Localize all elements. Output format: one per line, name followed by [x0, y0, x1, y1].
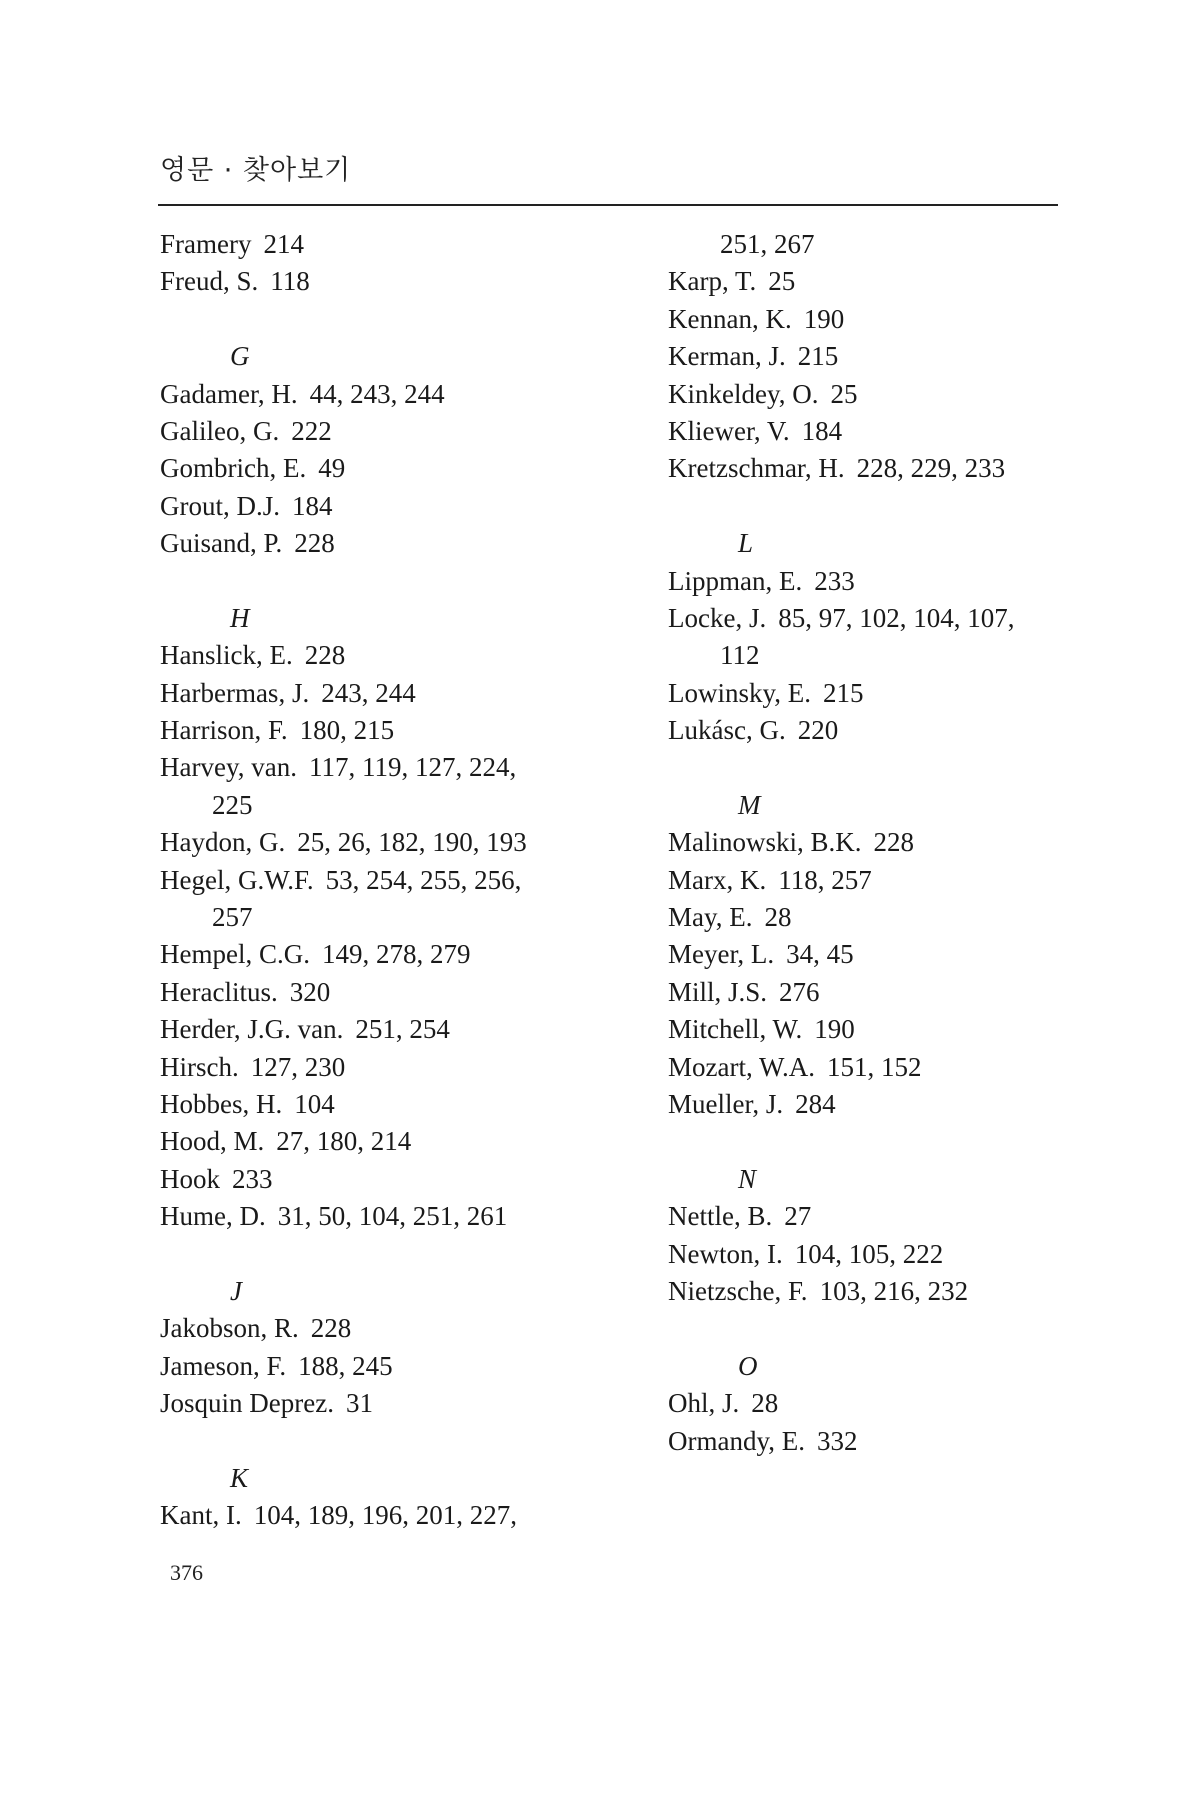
- entry-pages: 44, 243, 244: [309, 378, 445, 409]
- index-entry: [668, 862, 1068, 899]
- entry-name: Harrison, F.: [160, 715, 288, 746]
- index-entry: [668, 1086, 1068, 1123]
- index-entry: [668, 413, 1068, 450]
- page-number: 376: [170, 1560, 203, 1585]
- entry-pages: 184: [292, 490, 333, 521]
- entry-pages: 103, 216, 232: [819, 1275, 969, 1306]
- section-gap: [668, 1123, 1068, 1160]
- index-entry-continuation: [668, 226, 1068, 263]
- entry-name: Jameson, F.: [160, 1350, 287, 1381]
- index-entry: [160, 1497, 630, 1534]
- index-entry: [160, 413, 630, 450]
- index-entry-continuation: [668, 637, 1068, 674]
- entry-name: Hook: [160, 1163, 220, 1194]
- entry-pages: 228: [310, 1313, 352, 1344]
- entry-name: Jakobson, R.: [160, 1313, 299, 1344]
- entry-pages: 251, 254: [355, 1014, 450, 1045]
- index-entry: [160, 1011, 630, 1048]
- index-entry: [160, 263, 630, 300]
- entry-name: Kerman, J.: [668, 341, 786, 372]
- index-entry: [160, 1123, 630, 1160]
- entry-name: Kliewer, V.: [668, 415, 790, 446]
- index-entry: [160, 1161, 630, 1198]
- section-gap: [160, 1423, 630, 1460]
- entry-name: Galileo, G.: [160, 415, 280, 446]
- index-entry: [668, 1198, 1068, 1235]
- entry-pages: 276: [779, 976, 820, 1007]
- section-letter: G: [230, 341, 250, 372]
- entry-name: Guisand, P.: [160, 528, 283, 559]
- entry-pages: 104: [294, 1088, 335, 1119]
- entry-pages: 112: [720, 640, 760, 671]
- entry-name: Gadamer, H.: [160, 378, 298, 409]
- index-column-left: [160, 226, 630, 1535]
- entry-pages: 53, 254, 255, 256,: [325, 864, 522, 895]
- entry-pages: 228, 229, 233: [856, 453, 1006, 484]
- index-entry: [160, 488, 630, 525]
- index-entry: [668, 936, 1068, 973]
- entry-name: Kinkeldey, O.: [668, 378, 819, 409]
- header-rule: [158, 204, 1058, 206]
- entry-name: Gombrich, E.: [160, 453, 307, 484]
- index-entry: [160, 749, 630, 786]
- index-entry: [668, 563, 1068, 600]
- entry-pages: 215: [797, 341, 839, 372]
- entry-pages: 220: [797, 715, 839, 746]
- index-entry: [668, 1273, 1068, 1310]
- entry-name: Mueller, J.: [668, 1088, 784, 1119]
- section-gap: [668, 1310, 1068, 1347]
- entry-pages: 184: [801, 415, 843, 446]
- index-entry: [668, 301, 1068, 338]
- index-entry: [668, 600, 1068, 637]
- entry-pages: 243, 244: [321, 677, 416, 708]
- index-entry: [160, 1310, 630, 1347]
- entry-name: Freud, S.: [160, 266, 259, 297]
- entry-name: Heraclitus.: [160, 976, 278, 1007]
- section-letter: N: [738, 1163, 757, 1194]
- entry-pages: 214: [263, 229, 304, 259]
- entry-pages: 25, 26, 182, 190, 193: [297, 827, 527, 858]
- index-entry: [160, 637, 630, 674]
- entry-pages: 28: [764, 902, 792, 933]
- index-entry: [160, 936, 630, 973]
- entry-name: Ohl, J.: [668, 1388, 740, 1419]
- entry-pages: 251, 267: [720, 229, 815, 259]
- section-gap: [160, 301, 630, 338]
- entry-name: Hume, D.: [160, 1201, 266, 1232]
- section-letter: O: [738, 1350, 758, 1381]
- entry-name: Hempel, C.G.: [160, 939, 310, 970]
- entry-name: Locke, J.: [668, 602, 767, 633]
- index-entry: [160, 525, 630, 562]
- entry-name: Mozart, W.A.: [668, 1051, 815, 1082]
- index-entry: [668, 1236, 1068, 1273]
- index-entry: [160, 376, 630, 413]
- entry-pages: 188, 245: [298, 1350, 393, 1381]
- entry-name: Nettle, B.: [668, 1201, 773, 1232]
- index-entry: [160, 226, 630, 263]
- section-letter: H: [230, 602, 250, 633]
- entry-pages: 225: [212, 789, 253, 820]
- entry-pages: 215: [823, 677, 864, 708]
- index-entry: [160, 974, 630, 1011]
- index-entry-continuation: [160, 787, 630, 824]
- index-entry: [160, 675, 630, 712]
- index-entry: [668, 1011, 1068, 1048]
- entry-pages: 49: [318, 453, 346, 484]
- entry-name: Hobbes, H.: [160, 1088, 283, 1119]
- index-entry: [668, 899, 1068, 936]
- index-entry: [668, 263, 1068, 300]
- index-entry: [668, 338, 1068, 375]
- entry-pages: 228: [873, 827, 915, 858]
- entry-pages: 118, 257: [778, 864, 872, 895]
- entry-name: Karp, T.: [668, 266, 757, 297]
- index-entry: [160, 862, 630, 899]
- entry-name: Grout, D.J.: [160, 490, 280, 521]
- index-entry: [668, 675, 1068, 712]
- index-entry: [160, 824, 630, 861]
- index-entry: [668, 376, 1068, 413]
- entry-name: Newton, I.: [668, 1238, 783, 1269]
- entry-name: Hanslick, E.: [160, 640, 293, 671]
- entry-pages: 190: [803, 303, 845, 334]
- entry-name: Mill, J.S.: [668, 976, 768, 1007]
- entry-pages: 222: [291, 415, 332, 446]
- entry-pages: 257: [212, 902, 253, 933]
- entry-pages: 233: [814, 565, 855, 596]
- entry-pages: 228: [304, 640, 346, 671]
- index-entry: [668, 1049, 1068, 1086]
- index-entry: [160, 712, 630, 749]
- entry-pages: 34, 45: [786, 939, 854, 970]
- entry-name: May, E.: [668, 902, 753, 933]
- entry-pages: 127, 230: [250, 1051, 346, 1082]
- entry-pages: 180, 215: [299, 715, 395, 746]
- index-entry: [160, 450, 630, 487]
- section-letter: M: [738, 789, 761, 820]
- entry-name: Haydon, G.: [160, 827, 286, 858]
- entry-pages: 284: [795, 1088, 836, 1119]
- index-entry: [668, 1385, 1068, 1422]
- entry-name: Ormandy, E.: [668, 1425, 805, 1456]
- section-letter: L: [738, 528, 754, 559]
- entry-pages: 104, 189, 196, 201, 227,: [253, 1500, 517, 1531]
- entry-pages: 117, 119, 127, 224,: [308, 752, 517, 783]
- section-letter: J: [230, 1275, 242, 1306]
- entry-name: Hood, M.: [160, 1126, 265, 1157]
- entry-pages: 151, 152: [826, 1051, 922, 1082]
- section-gap: [668, 488, 1068, 525]
- entry-name: Meyer, L.: [668, 939, 775, 970]
- entry-pages: 228: [294, 528, 335, 559]
- entry-pages: 320: [289, 976, 331, 1007]
- entry-name: Mitchell, W.: [668, 1014, 803, 1045]
- entry-pages: 28: [751, 1388, 779, 1419]
- entry-name: Nietzsche, F.: [668, 1275, 808, 1306]
- entry-name: Lukásc, G.: [668, 715, 786, 746]
- index-entry: [668, 1423, 1068, 1460]
- entry-pages: 25: [830, 378, 858, 409]
- index-entry: [160, 1348, 630, 1385]
- section-gap: [160, 563, 630, 600]
- index-entry-continuation: [160, 899, 630, 936]
- index-entry: [668, 450, 1068, 487]
- entry-pages: 31: [345, 1388, 373, 1419]
- index-entry: [668, 712, 1068, 749]
- entry-pages: 85, 97, 102, 104, 107,: [778, 602, 1015, 633]
- entry-name: Hegel, G.W.F.: [160, 864, 314, 895]
- index-entry: [160, 1198, 630, 1235]
- entry-name: Josquin Deprez.: [160, 1388, 334, 1419]
- entry-name: Kant, I.: [160, 1500, 242, 1531]
- entry-pages: 149, 278, 279: [321, 939, 471, 970]
- section-gap: [160, 1236, 630, 1273]
- entry-name: Framery: [160, 229, 252, 259]
- index-entry: [160, 1086, 630, 1123]
- entry-pages: 25: [768, 266, 796, 297]
- entry-pages: 118: [270, 266, 310, 297]
- entry-pages: 27: [784, 1201, 812, 1232]
- index-column-right: [668, 226, 1068, 1460]
- entry-name: Malinowski, B.K.: [668, 827, 862, 858]
- entry-name: Marx, K.: [668, 864, 767, 895]
- entry-pages: 31, 50, 104, 251, 261: [277, 1201, 508, 1232]
- entry-name: Hirsch.: [160, 1051, 239, 1082]
- entry-name: Harvey, van.: [160, 752, 297, 783]
- index-entry: [160, 1049, 630, 1086]
- page-header: 영문 · 찾아보기: [160, 155, 352, 186]
- entry-pages: 233: [232, 1163, 273, 1194]
- entry-pages: 190: [814, 1014, 855, 1045]
- entry-pages: 27, 180, 214: [276, 1126, 412, 1157]
- entry-name: Lowinsky, E.: [668, 677, 811, 708]
- entry-name: Kretzschmar, H.: [668, 453, 845, 484]
- entry-name: Harbermas, J.: [160, 677, 310, 708]
- section-gap: [668, 749, 1068, 786]
- entry-pages: 332: [816, 1425, 858, 1456]
- index-entry: [160, 1385, 630, 1422]
- index-entry: [668, 824, 1068, 861]
- section-letter: K: [230, 1462, 249, 1493]
- entry-name: Lippman, E.: [668, 565, 803, 596]
- entry-name: Herder, J.G. van.: [160, 1014, 344, 1045]
- entry-pages: 104, 105, 222: [794, 1238, 944, 1269]
- entry-name: Kennan, K.: [668, 303, 792, 334]
- index-entry: [668, 974, 1068, 1011]
